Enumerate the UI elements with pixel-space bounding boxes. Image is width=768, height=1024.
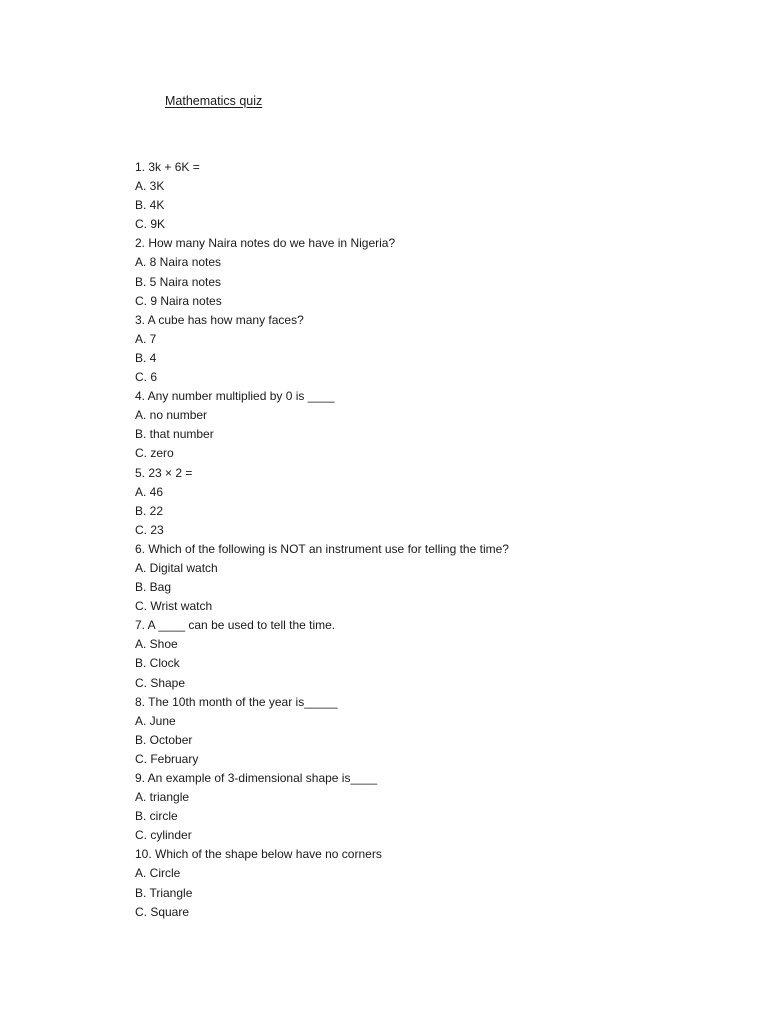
answer-option: A. 8 Naira notes (135, 255, 222, 270)
question-line: 1. 3k + 6K = (135, 160, 200, 174)
question-line: 10. Which of the shape below have no corners (135, 847, 382, 862)
document-title: Mathematics quiz (165, 94, 263, 108)
answer-option: B. circle (135, 809, 178, 824)
question-line: 6. Which of the following is NOT an instrument use for telling the time? (135, 541, 509, 556)
question-line: 8. The 10th month of the year is_____ (135, 694, 338, 709)
quiz-question-list (135, 158, 509, 922)
question-line: 3. A cube has how many faces? (135, 312, 304, 327)
answer-option: C. February (135, 751, 199, 766)
answer-option: C. Square (135, 904, 190, 919)
answer-option: A. Digital watch (135, 560, 218, 575)
answer-option: A. no number (135, 408, 208, 423)
answer-option: B. 4 (135, 350, 157, 365)
answer-option: C. zero (135, 446, 174, 461)
answer-option: B. Triangle (135, 885, 193, 900)
answer-option: B. Clock (135, 656, 180, 671)
question-line: 2. How many Naira notes do we have in Nigeria? (135, 236, 396, 251)
answer-option: C. 9 Naira notes (135, 293, 222, 308)
question-line: 5. 23 × 2 = (135, 465, 193, 480)
answer-option: A. June (135, 713, 176, 728)
answer-option: C. cylinder (135, 828, 192, 843)
question-line: 4. Any number multiplied by 0 is ____ (135, 389, 335, 404)
answer-option: A. Shoe (135, 637, 178, 652)
answer-option: A. 7 (135, 331, 157, 346)
answer-option: A. 3K (135, 179, 165, 194)
answer-option: B. Bag (135, 580, 172, 595)
answer-option: B. 4K (135, 198, 165, 213)
answer-option: C. Shape (135, 675, 186, 690)
answer-option: A. 46 (135, 484, 164, 499)
answer-option: B. 5 Naira notes (135, 274, 222, 289)
answer-option: A. Circle (135, 866, 181, 881)
answer-option: B. that number (135, 427, 214, 442)
answer-option: C. 23 (135, 522, 164, 537)
question-line: 7. A ____ can be used to tell the time. (135, 618, 336, 633)
answer-option: B. October (135, 732, 193, 747)
answer-option: B. 22 (135, 503, 164, 518)
question-line: 9. An example of 3-dimensional shape is____ (135, 771, 378, 785)
answer-option: A. triangle (135, 790, 190, 805)
answer-option: C. 6 (135, 370, 158, 385)
answer-option: C. 9K (135, 217, 166, 232)
answer-option: C. Wrist watch (135, 599, 213, 614)
